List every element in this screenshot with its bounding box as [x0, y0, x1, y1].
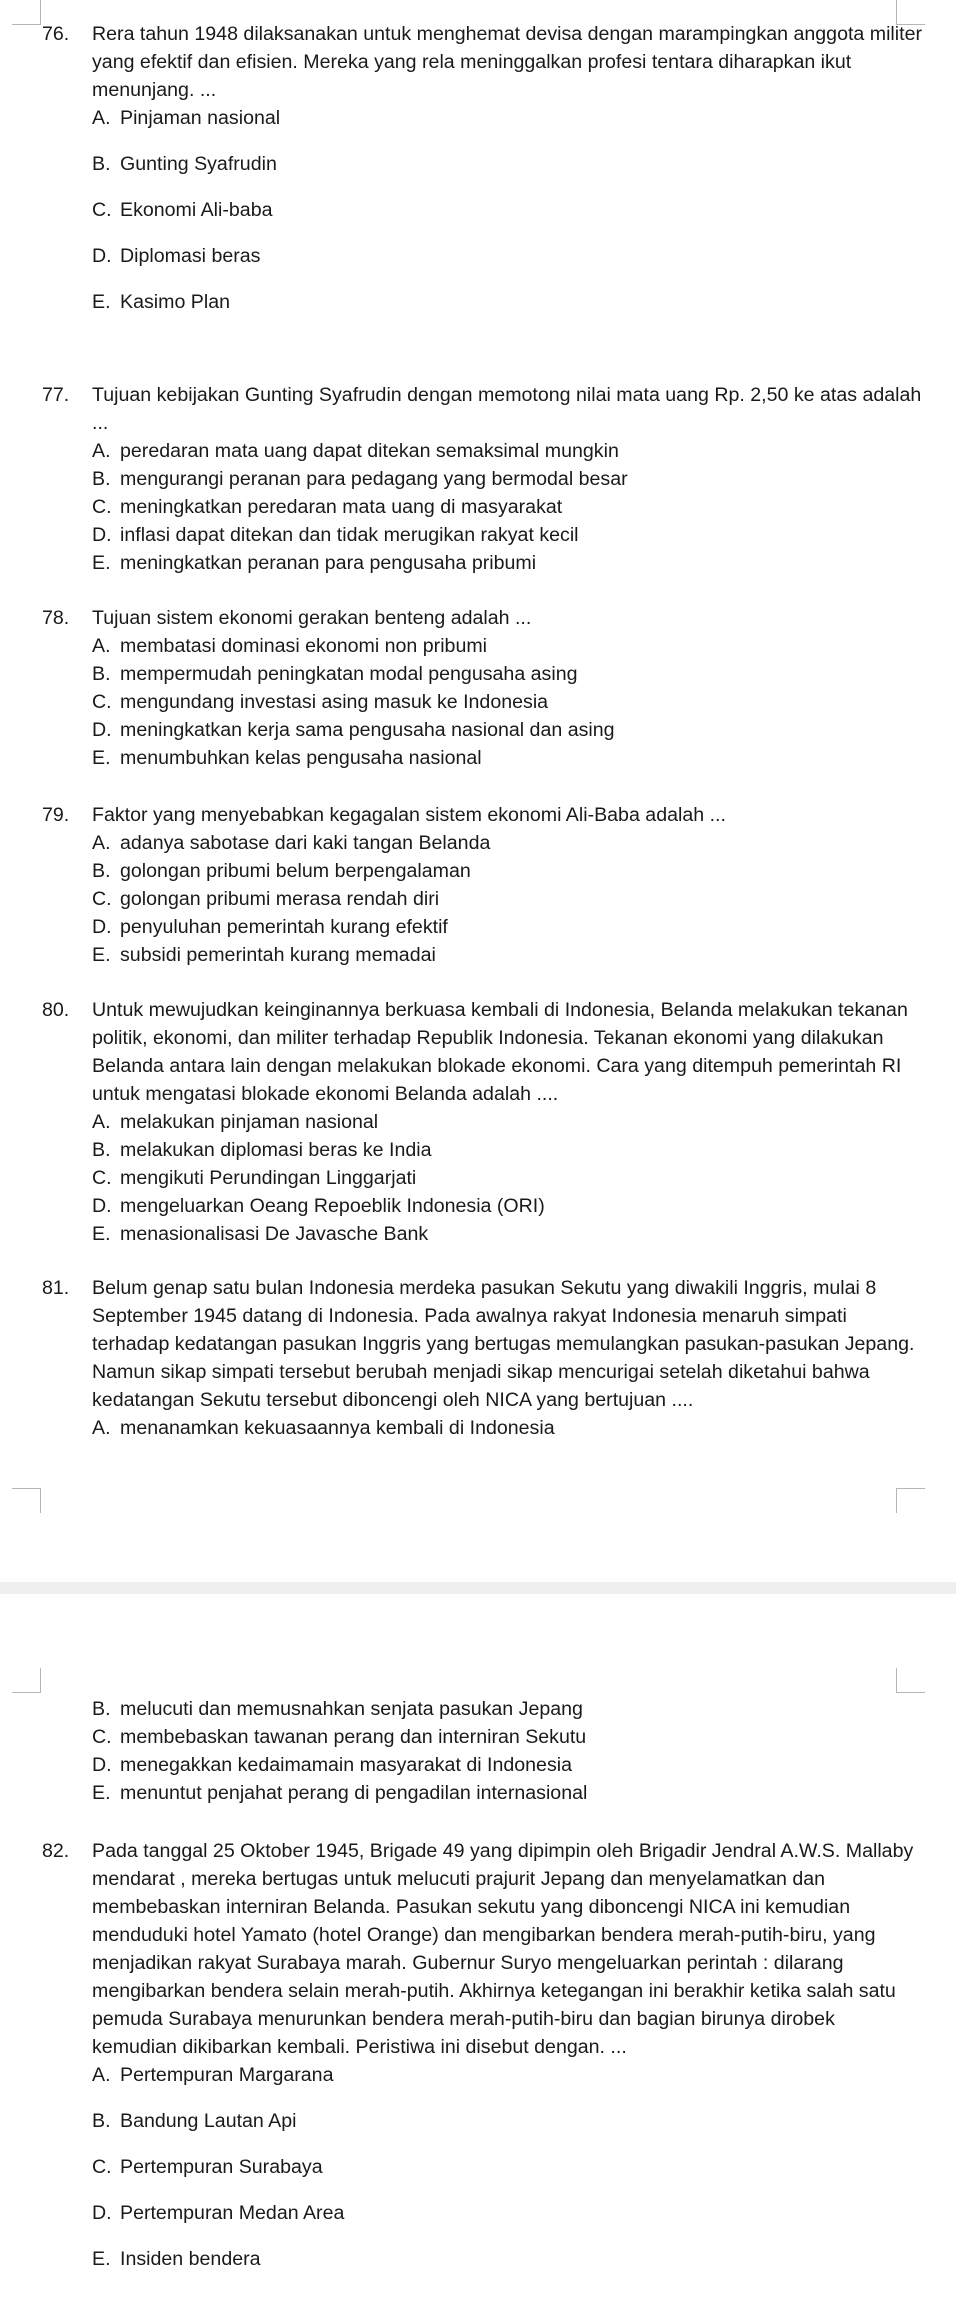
option-text: Insiden bendera: [120, 2248, 261, 2270]
question-80: [42, 996, 922, 1248]
question-number: 81.: [42, 1277, 70, 1299]
option-text: Pertempuran Medan Area: [120, 2202, 345, 2224]
option-list: [42, 2061, 922, 2273]
page-separator: [0, 1582, 956, 1594]
option-label: A.: [92, 1111, 111, 1133]
crop-mark: [12, 1668, 41, 1693]
option-text: menegakkan kedaimamain masyarakat di Indonesia: [120, 1754, 572, 1776]
option-label: A.: [92, 1417, 111, 1439]
option-text: golongan pribumi belum berpengalaman: [120, 860, 471, 882]
option-e[interactable]: [92, 549, 922, 577]
option-e[interactable]: [92, 2245, 922, 2273]
option-text: menanamkan kekuasaannya kembali di Indonesia: [120, 1417, 555, 1439]
option-text: penyuluhan pemerintah kurang efektif: [120, 916, 448, 938]
option-label: C.: [92, 1167, 112, 1189]
question-text: Tujuan kebijakan Gunting Syafrudin dengan memotong nilai mata uang Rp. 2,50 ke atas adalah ...: [92, 384, 922, 434]
option-label: B.: [92, 1698, 111, 1720]
crop-mark: [12, 1488, 41, 1513]
option-label: D.: [92, 719, 112, 741]
option-label: C.: [92, 888, 112, 910]
option-text: menumbuhkan kelas pengusaha nasional: [120, 747, 482, 769]
question-number: 80.: [42, 999, 70, 1021]
question-78: [42, 604, 922, 772]
option-b[interactable]: [92, 2107, 922, 2135]
option-list: [42, 437, 922, 577]
question-text: Tujuan sistem ekonomi gerakan benteng adalah ...: [92, 607, 532, 629]
option-text: Kasimo Plan: [120, 291, 230, 313]
option-text: meningkatkan peredaran mata uang di masyarakat: [120, 496, 563, 518]
option-b[interactable]: [92, 465, 922, 493]
option-e[interactable]: [92, 744, 922, 772]
option-list: [42, 1108, 922, 1248]
option-text: mengundang investasi asing masuk ke Indonesia: [120, 691, 549, 713]
question-77: [42, 381, 922, 577]
option-c[interactable]: [92, 1164, 922, 1192]
option-label: E.: [92, 1223, 111, 1245]
question-text: Rera tahun 1948 dilaksanakan untuk menghemat devisa dengan marampingkan anggota militer yang efektif dan efisien. Mereka yang rela meninggalkan profesi tentara diharapkan ikut menunjang. ...: [92, 23, 922, 101]
option-c[interactable]: [92, 885, 922, 913]
question-79: [42, 801, 922, 969]
question-81: [42, 1274, 922, 1442]
option-d[interactable]: [92, 1192, 922, 1220]
option-text: membatasi dominasi ekonomi non pribumi: [120, 635, 488, 657]
option-list: [42, 1414, 922, 1442]
option-text: melakukan diplomasi beras ke India: [120, 1139, 432, 1161]
option-d[interactable]: [92, 1751, 922, 1779]
option-list: [42, 632, 922, 772]
option-text: Pertempuran Surabaya: [120, 2156, 323, 2178]
option-text: golongan pribumi merasa rendah diri: [120, 888, 440, 910]
option-d[interactable]: [92, 2199, 922, 2227]
option-text: menuntut penjahat perang di pengadilan internasional: [120, 1782, 588, 1804]
option-label: E.: [92, 552, 111, 574]
page-2: [0, 1594, 956, 2320]
option-b[interactable]: [92, 857, 922, 885]
option-text: Gunting Syafrudin: [120, 153, 277, 175]
option-text: mempermudah peningkatan modal pengusaha asing: [120, 663, 578, 685]
option-label: B.: [92, 153, 111, 175]
option-label: E.: [92, 944, 111, 966]
option-label: D.: [92, 1195, 112, 1217]
option-d[interactable]: [92, 521, 922, 549]
option-c[interactable]: [92, 196, 922, 224]
option-c[interactable]: [92, 1723, 922, 1751]
option-text: subsidi pemerintah kurang memadai: [120, 944, 436, 966]
option-label: C.: [92, 691, 112, 713]
option-label: D.: [92, 916, 112, 938]
question-number: 76.: [42, 23, 70, 45]
option-text: adanya sabotase dari kaki tangan Belanda: [120, 832, 491, 854]
option-text: membebaskan tawanan perang dan interniran Sekutu: [120, 1726, 587, 1748]
question-number: 77.: [42, 384, 70, 406]
option-b[interactable]: [92, 660, 922, 688]
option-label: A.: [92, 635, 111, 657]
question-76: [42, 20, 922, 334]
option-label: B.: [92, 860, 111, 882]
crop-mark: [896, 1488, 925, 1513]
option-a[interactable]: [92, 829, 922, 857]
option-label: D.: [92, 524, 112, 546]
option-c[interactable]: [92, 688, 922, 716]
question-text: Pada tanggal 25 Oktober 1945, Brigade 49 yang dipimpin oleh Brigadir Jendral A.W.S. Mallaby mendarat , mereka bertugas untuk melucuti prajurit Jepang dan menyelamatkan dan membebaskan interniran Belanda. Pasukan sekutu yang diboncengi NICA ini kemudian menduduki hotel Yamato (hotel Orange) dan mengibarkan bendera merah-putih-biru, yang menjadikan rakyat Surabaya marah. Gubernur Suryo mengeluarkan perintah : dilarang mengibarkan bendera selain merah-putih. Akhirnya ketegangan ini berakhir ketika salah satu pemuda Surabaya menurunkan bendera merah-putih-biru dan bagian birunya dirobek kemudian dikibarkan kembali. Peristiwa ini disebut dengan. ...: [92, 1840, 914, 2058]
option-label: C.: [92, 496, 112, 518]
option-text: Pertempuran Margarana: [120, 2064, 334, 2086]
option-label: E.: [92, 2248, 111, 2270]
option-text: Pinjaman nasional: [120, 107, 281, 129]
option-label: E.: [92, 291, 111, 313]
option-text: melucuti dan memusnahkan senjata pasukan Jepang: [120, 1698, 583, 1720]
option-text: menasionalisasi De Javasche Bank: [120, 1223, 429, 1245]
option-label: B.: [92, 1139, 111, 1161]
question-text: Untuk mewujudkan keinginannya berkuasa kembali di Indonesia, Belanda melakukan tekanan politik, ekonomi, dan militer terhadap Republik Indonesia. Tekanan ekonomi yang dilakukan Belanda antara lain dengan melakukan blokade ekonomi. Cara yang ditempuh pemerintah RI untuk mengatasi blokade ekonomi Belanda adalah ....: [92, 999, 908, 1105]
question-82: [42, 1837, 922, 2291]
option-a[interactable]: [92, 632, 922, 660]
option-d[interactable]: [92, 242, 922, 270]
option-text: peredaran mata uang dapat ditekan semaksimal mungkin: [120, 440, 619, 462]
option-label: B.: [92, 663, 111, 685]
option-a[interactable]: [92, 437, 922, 465]
option-label: A.: [92, 2064, 111, 2086]
option-text: meningkatkan peranan para pengusaha pribumi: [120, 552, 537, 574]
option-text: meningkatkan kerja sama pengusaha nasional dan asing: [120, 719, 615, 741]
option-text: inflasi dapat ditekan dan tidak merugikan rakyat kecil: [120, 524, 579, 546]
option-label: E.: [92, 747, 111, 769]
option-label: B.: [92, 468, 111, 490]
option-label: B.: [92, 2110, 111, 2132]
option-list: [42, 1695, 922, 1807]
option-c[interactable]: [92, 493, 922, 521]
option-text: mengurangi peranan para pedagang yang bermodal besar: [120, 468, 628, 490]
option-label: C.: [92, 1726, 112, 1748]
option-label: D.: [92, 2202, 112, 2224]
option-c[interactable]: [92, 2153, 922, 2181]
option-a[interactable]: [92, 104, 922, 132]
crop-mark: [12, 0, 41, 25]
option-label: C.: [92, 199, 112, 221]
option-list: [42, 829, 922, 969]
question-81-continued: [42, 1695, 922, 1807]
option-text: Ekonomi Ali-baba: [120, 199, 273, 221]
option-a[interactable]: [92, 1108, 922, 1136]
option-text: mengeluarkan Oeang Repoeblik Indonesia (ORI): [120, 1195, 545, 1217]
option-list: [42, 104, 922, 316]
option-b[interactable]: [92, 1136, 922, 1164]
option-label: D.: [92, 1754, 112, 1776]
option-label: A.: [92, 440, 111, 462]
option-text: Bandung Lautan Api: [120, 2110, 297, 2132]
question-number: 78.: [42, 607, 70, 629]
option-b[interactable]: [92, 1695, 922, 1723]
option-text: melakukan pinjaman nasional: [120, 1111, 379, 1133]
option-a[interactable]: [92, 2061, 922, 2089]
option-label: A.: [92, 107, 111, 129]
option-e[interactable]: [92, 1220, 922, 1248]
option-text: mengikuti Perundingan Linggarjati: [120, 1167, 417, 1189]
option-d[interactable]: [92, 913, 922, 941]
option-e[interactable]: [92, 1779, 922, 1807]
option-e[interactable]: [92, 288, 922, 316]
question-text: Faktor yang menyebabkan kegagalan sistem ekonomi Ali-Baba adalah ...: [92, 804, 726, 826]
option-label: D.: [92, 245, 112, 267]
option-label: A.: [92, 832, 111, 854]
question-number: 82.: [42, 1840, 70, 1862]
option-e[interactable]: [92, 941, 922, 969]
option-label: E.: [92, 1782, 111, 1804]
question-text: Belum genap satu bulan Indonesia merdeka pasukan Sekutu yang diwakili Inggris, mulai 8 September 1945 datang di Indonesia. Pada awalnya rakyat Indonesia menaruh simpati terhadap kedatangan pasukan Inggris yang bertugas memulangkan pasukan-pasukan Jepang. Namun sikap simpati tersebut berubah menjadi sikap mencurigai setelah diketahui bahwa kedatangan Sekutu tersebut diboncengi oleh NICA yang bertujuan ....: [92, 1277, 915, 1411]
crop-mark: [896, 1668, 925, 1693]
option-b[interactable]: [92, 150, 922, 178]
option-label: C.: [92, 2156, 112, 2178]
option-d[interactable]: [92, 716, 922, 744]
option-a[interactable]: [92, 1414, 922, 1442]
option-text: Diplomasi beras: [120, 245, 261, 267]
question-number: 79.: [42, 804, 70, 826]
